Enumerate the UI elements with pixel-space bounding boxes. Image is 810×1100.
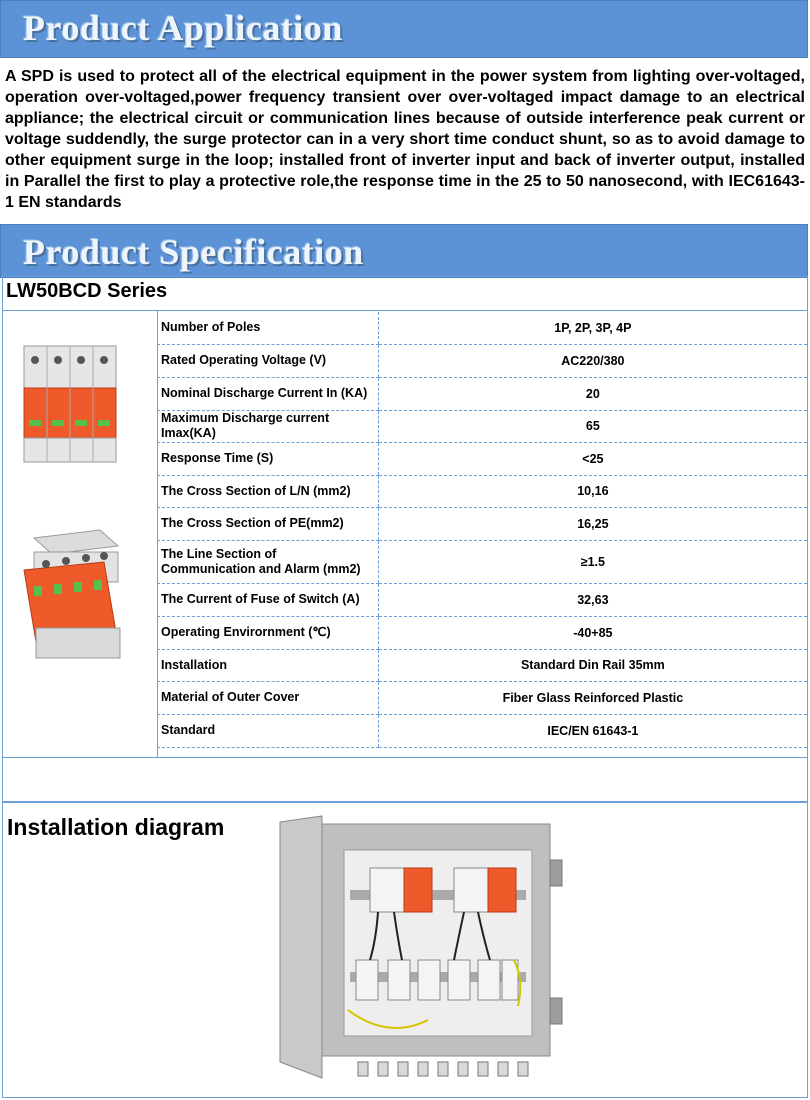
spec-row [157,540,807,583]
spec-row [157,583,807,616]
spec-value: 1P, 2P, 3P, 4P [378,312,807,344]
spec-table [157,312,807,748]
installation-diagram-image [278,810,578,1096]
spec-value: AC220/380 [378,344,807,377]
spec-row [157,649,807,681]
spec-label: Maximum Discharge current Imax(KA) [157,410,378,442]
series-title: LW50BCD Series [6,280,168,302]
spd-angled-image [20,528,124,662]
spec-row [157,616,807,649]
spec-value: 32,63 [378,583,807,616]
spec-label: The Line Section of Communication and Alarm (mm2) [157,540,378,583]
spec-label: Material of Outer Cover [157,681,378,714]
spec-label: Operating Envirornment (℃) [157,616,378,649]
application-banner [0,0,808,58]
spec-row [157,410,807,442]
spec-row [157,344,807,377]
spd-front-image [22,344,118,464]
spec-row [157,714,807,747]
application-text: A SPD is used to protect all of the electrical equipment in the power system from lighting over-voltaged, operation over-voltaged,power frequency transient over over-voltaged impact damage to an electrical appliance; the electrical circuit or communication lines because of outside interference peak current or voltage suddendly, the surge protector can in a very short time conduct shunt, so as to avoid damage to other equipment surge in the loop; installed front of inverter input and back of inverter output, installed in Parallel the first to play a protective role,the response time in the 25 to 50 nanosecond, with IEC61643-1 EN standards [5,68,805,211]
installation-heading: Installation diagram [7,814,225,840]
application-heading: Product Application [23,8,343,48]
spec-row [157,681,807,714]
spec-label: Number of Poles [157,312,378,344]
specification-banner [0,224,808,278]
spec-label: The Cross Section of L/N (mm2) [157,475,378,507]
spec-value: Standard Din Rail 35mm [378,649,807,681]
spec-value: <25 [378,442,807,475]
spec-label: The Current of Fuse of Switch (A) [157,583,378,616]
spec-label: The Cross Section of PE(mm2) [157,507,378,540]
spec-row [157,377,807,410]
spec-row [157,442,807,475]
spec-value: 10,16 [378,475,807,507]
specification-heading: Product Specification [23,232,364,272]
spec-label: Installation [157,649,378,681]
spec-row [157,507,807,540]
spec-label: Nominal Discharge Current In (KA) [157,377,378,410]
spec-row [157,312,807,344]
spec-value: 16,25 [378,507,807,540]
spec-value: IEC/EN 61643-1 [378,714,807,747]
spec-value: ≥1.5 [378,540,807,583]
spec-row [157,475,807,507]
spec-label: Rated Operating Voltage (V) [157,344,378,377]
spec-bottom-divider [2,757,808,758]
spec-value: 20 [378,377,807,410]
spec-label: Standard [157,714,378,747]
series-divider [2,310,808,311]
spec-value: -40+85 [378,616,807,649]
spec-value: 65 [378,410,807,442]
spec-label: Response Time (S) [157,442,378,475]
spec-value: Fiber Glass Reinforced Plastic [378,681,807,714]
